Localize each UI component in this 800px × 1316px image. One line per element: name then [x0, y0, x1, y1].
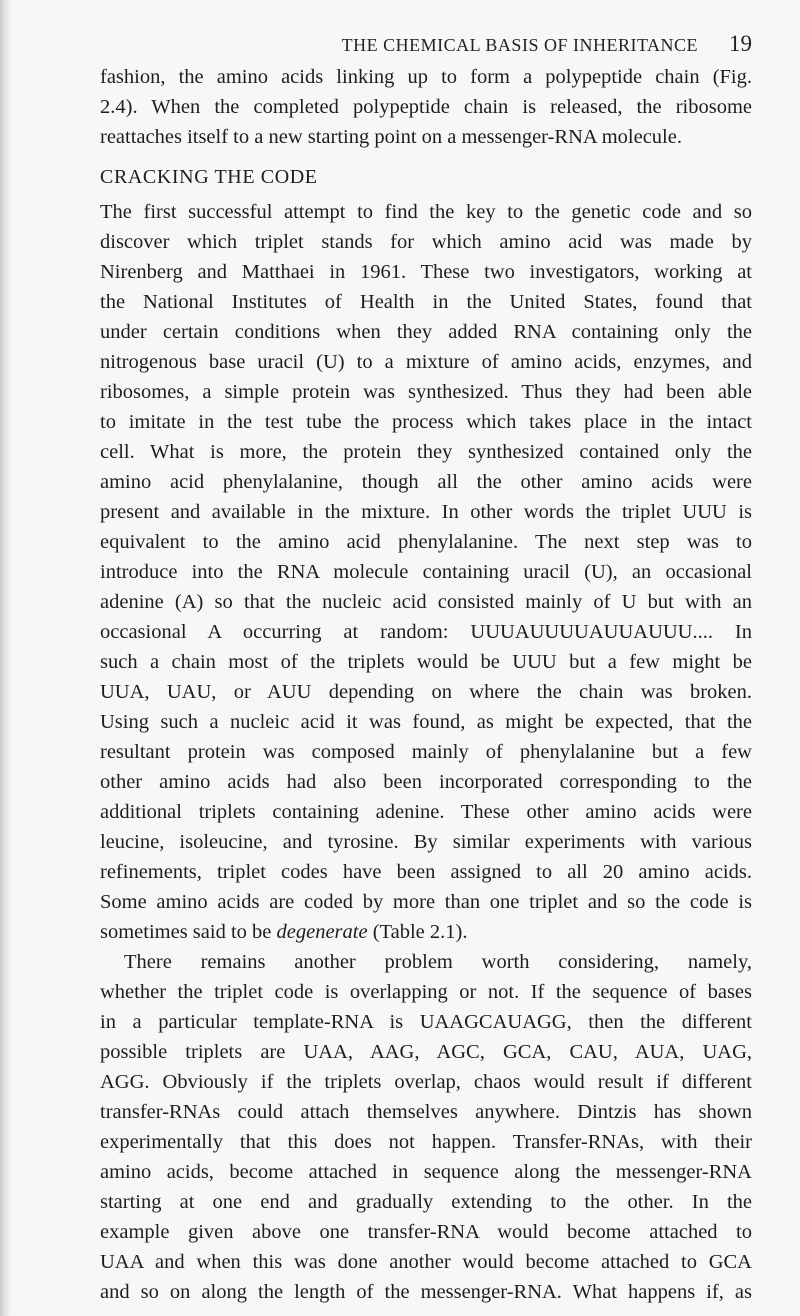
page-number: 19	[729, 31, 752, 56]
text-line: to imitate in the test tube the process which takes place in the intact	[100, 411, 752, 433]
text-line: under certain conditions when they added RNA containing only the	[100, 321, 752, 343]
text-line: additional triplets containing adenine. These other amino acids were	[100, 801, 752, 823]
text-line: fashion, the amino acids linking up to form a polypeptide chain (Fig.	[100, 66, 752, 88]
text-line: The first successful attempt to find the key to the genetic code and so	[100, 201, 752, 223]
text-run: (Table 2.1).	[367, 921, 468, 943]
text-line: UUA, UAU, or AUU depending on where the chain was broken.	[100, 681, 752, 703]
text-line: in a particular template-RNA is UAAGCAUAGG, then the different	[100, 1011, 752, 1033]
text-line: AGG. Obviously if the triplets overlap, chaos would result if different	[100, 1071, 752, 1093]
text-line: Using such a nucleic acid it was found, as might be expected, that the	[100, 711, 752, 733]
text-line	[100, 917, 752, 947]
text-line: Nirenberg and Matthaei in 1961. These two investigators, working at	[100, 261, 752, 283]
text-line: experimentally that this does not happen. Transfer-RNAs, with their	[100, 1131, 752, 1153]
text-line: discover which triplet stands for which amino acid was made by	[100, 231, 752, 253]
text-line: adenine (A) so that the nucleic acid consisted mainly of U but with an	[100, 591, 752, 613]
text-line: amino acids, become attached in sequence along the messenger-RNA	[100, 1161, 752, 1183]
text-line: amino acid phenylalanine, though all the other amino acids were	[100, 471, 752, 493]
text-line: cell. What is more, the protein they synthesized contained only the	[100, 441, 752, 463]
text-line: transfer-RNAs could attach themselves anywhere. Dintzis has shown	[100, 1101, 752, 1123]
text-line: possible triplets are UAA, AAG, AGC, GCA, CAU, AUA, UAG,	[100, 1041, 752, 1063]
text-line: such a chain most of the triplets would be UUU but a few might be	[100, 651, 752, 673]
page-edge-shadow	[0, 0, 11, 1316]
text-line: There remains another problem worth considering, namely,	[124, 951, 752, 973]
text-line: nitrogenous base uracil (U) to a mixture of amino acids, enzymes, and	[100, 351, 752, 373]
text-line: ribosomes, a simple protein was synthesized. Thus they had been able	[100, 381, 752, 403]
text-line: resultant protein was composed mainly of phenylalanine but a few	[100, 741, 752, 763]
running-head	[100, 31, 752, 61]
text-line: example given above one transfer-RNA would become attached to	[100, 1221, 752, 1243]
text-line: reattaches itself to a new starting point on a messenger-RNA molecule.	[100, 126, 682, 148]
text-line: starting at one end and gradually extending to the other. In the	[100, 1191, 752, 1213]
section-heading: CRACKING THE CODE	[100, 166, 318, 188]
text-run: sometimes said to be	[100, 921, 277, 943]
text-line: 2.4). When the completed polypeptide chain is released, the ribosome	[100, 96, 752, 118]
text-line: leucine, isoleucine, and tyrosine. By similar experiments with various	[100, 831, 752, 853]
text-line: refinements, triplet codes have been assigned to all 20 amino acids.	[100, 861, 752, 883]
text-line: equivalent to the amino acid phenylalanine. The next step was to	[100, 531, 752, 553]
text-line: UAA and when this was done another would become attached to GCA	[100, 1251, 752, 1273]
running-title: THE CHEMICAL BASIS OF INHERITANCE	[341, 35, 698, 55]
text-line: the National Institutes of Health in the United States, found that	[100, 291, 752, 313]
text-line: Some amino acids are coded by more than one triplet and so the code is	[100, 891, 752, 913]
text-line: present and available in the mixture. In other words the triplet UUU is	[100, 501, 752, 523]
text-line: occasional A occurring at random: UUUAUUUUAUUAUUU.... In	[100, 621, 752, 643]
text-line: introduce into the RNA molecule containing uracil (U), an occasional	[100, 561, 752, 583]
text-line: and so on along the length of the messenger-RNA. What happens if, as	[100, 1281, 752, 1303]
emphasized-term: degenerate	[276, 921, 368, 943]
text-line: whether the triplet code is overlapping or not. If the sequence of bases	[100, 981, 752, 1003]
text-line: other amino acids had also been incorporated corresponding to the	[100, 771, 752, 793]
